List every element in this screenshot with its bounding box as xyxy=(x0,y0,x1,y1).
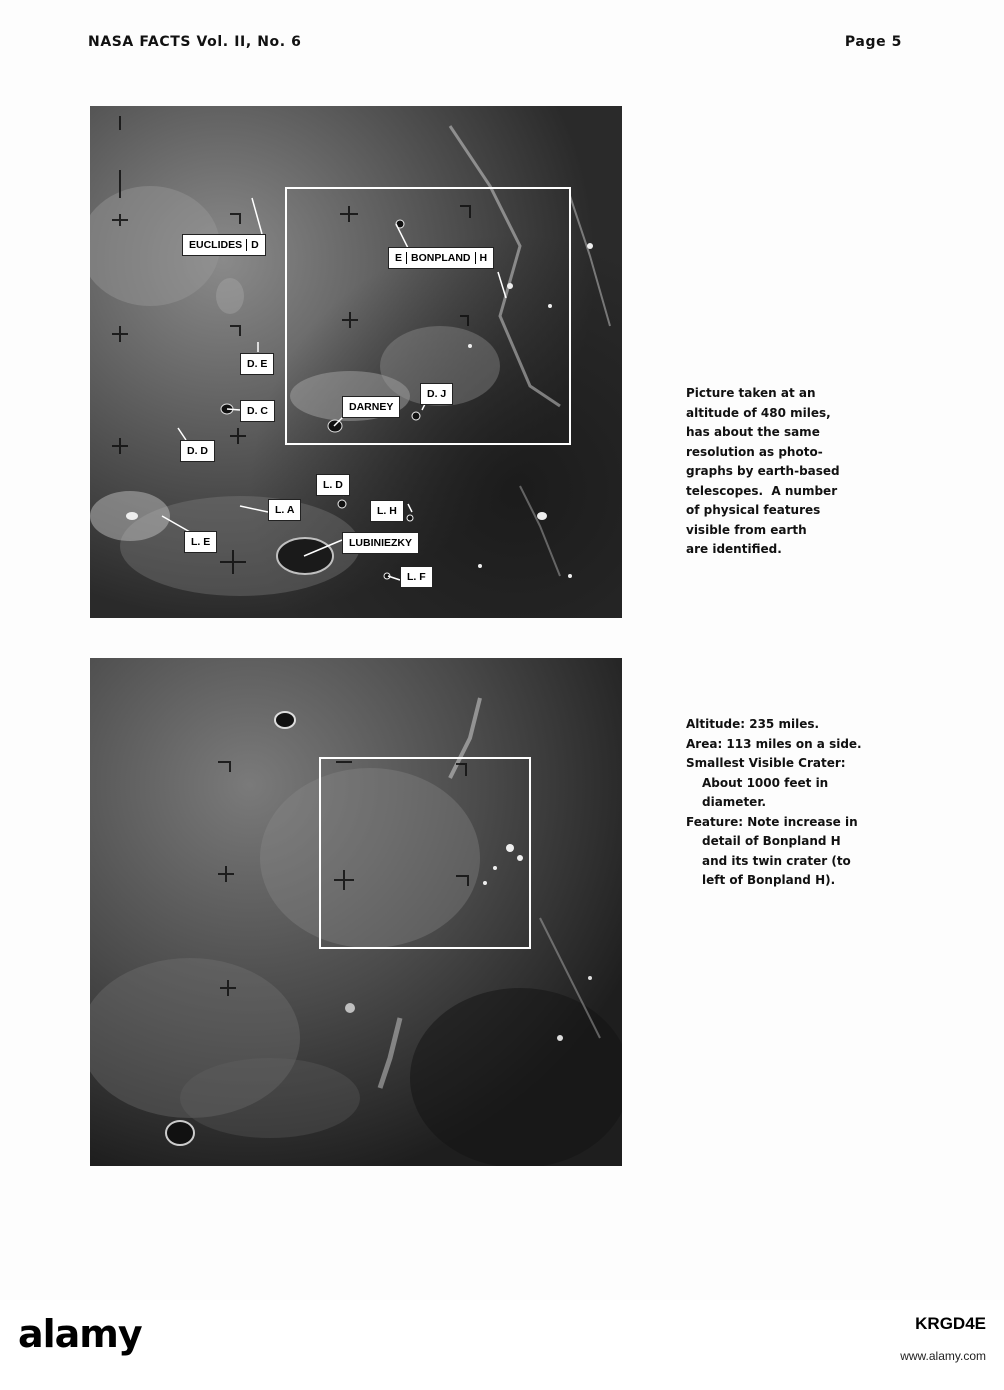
label-l-d: L. D xyxy=(316,474,350,496)
caption-altitude: Altitude: 235 miles. xyxy=(686,717,820,731)
label-l-f: L. F xyxy=(400,566,433,588)
label-bonpland-letter: H xyxy=(479,252,488,264)
label-e-bonpland-h xyxy=(388,247,494,269)
label-d-j: D. J xyxy=(420,383,453,405)
lunar-photo-2-surface xyxy=(90,658,622,1166)
caption-feature-line: and its twin crater (to xyxy=(702,853,851,868)
lunar-photo-235-miles xyxy=(90,658,622,1166)
label-bonpland-name: BONPLAND xyxy=(411,252,471,264)
label-bonpland-pre: E xyxy=(395,252,403,264)
caption-crater-heading: Smallest Visible Crater: xyxy=(686,756,846,770)
label-d-c: D. C xyxy=(240,400,275,422)
caption-crater-line: diameter. xyxy=(702,795,767,809)
label-euclides-d xyxy=(182,234,266,256)
caption-1-line: of physical features xyxy=(686,503,821,517)
label-euclides-name: EUCLIDES xyxy=(189,239,243,251)
caption-1-line: are identified. xyxy=(686,542,782,556)
image-id: KRGD4E xyxy=(915,1314,986,1333)
caption-photo-2 xyxy=(686,715,906,891)
caption-feature-line: left of Bonpland H). xyxy=(702,873,836,887)
caption-1-line: resolution as photo- xyxy=(686,444,823,459)
label-d-e: D. E xyxy=(240,353,274,375)
label-l-a: L. A xyxy=(268,499,301,521)
caption-1-line: graphs by earth-based xyxy=(686,464,840,478)
caption-1-line: Picture taken at an xyxy=(686,386,816,400)
label-l-h: L. H xyxy=(370,500,404,522)
label-l-e: L. E xyxy=(184,531,217,553)
watermark-url: www.alamy.com xyxy=(900,1349,986,1363)
caption-1-line: visible from earth xyxy=(686,522,807,537)
label-darney: DARNEY xyxy=(342,396,400,418)
caption-feature-line: detail of Bonpland H xyxy=(702,834,841,848)
publication-header: NASA FACTS Vol. II, No. 6 xyxy=(88,34,302,50)
lunar-photo-480-miles xyxy=(90,106,622,618)
alamy-logo: alamy xyxy=(18,1312,142,1356)
caption-crater-line: About 1000 feet in xyxy=(702,775,829,790)
caption-1-line: telescopes. A number xyxy=(686,483,838,498)
label-lubiniezky: LUBINIEZKY xyxy=(342,532,419,554)
label-euclides-letter: D xyxy=(251,239,259,251)
label-d-d: D. D xyxy=(180,440,215,462)
watermark-footer xyxy=(0,1300,1004,1390)
caption-photo-1 xyxy=(686,384,886,560)
caption-feature-heading: Feature: Note increase in xyxy=(686,814,858,829)
caption-1-line: has about the same xyxy=(686,425,820,439)
page-number: Page 5 xyxy=(844,34,902,50)
caption-area: Area: 113 miles on a side. xyxy=(686,736,862,751)
caption-1-line: altitude of 480 miles, xyxy=(686,405,831,420)
